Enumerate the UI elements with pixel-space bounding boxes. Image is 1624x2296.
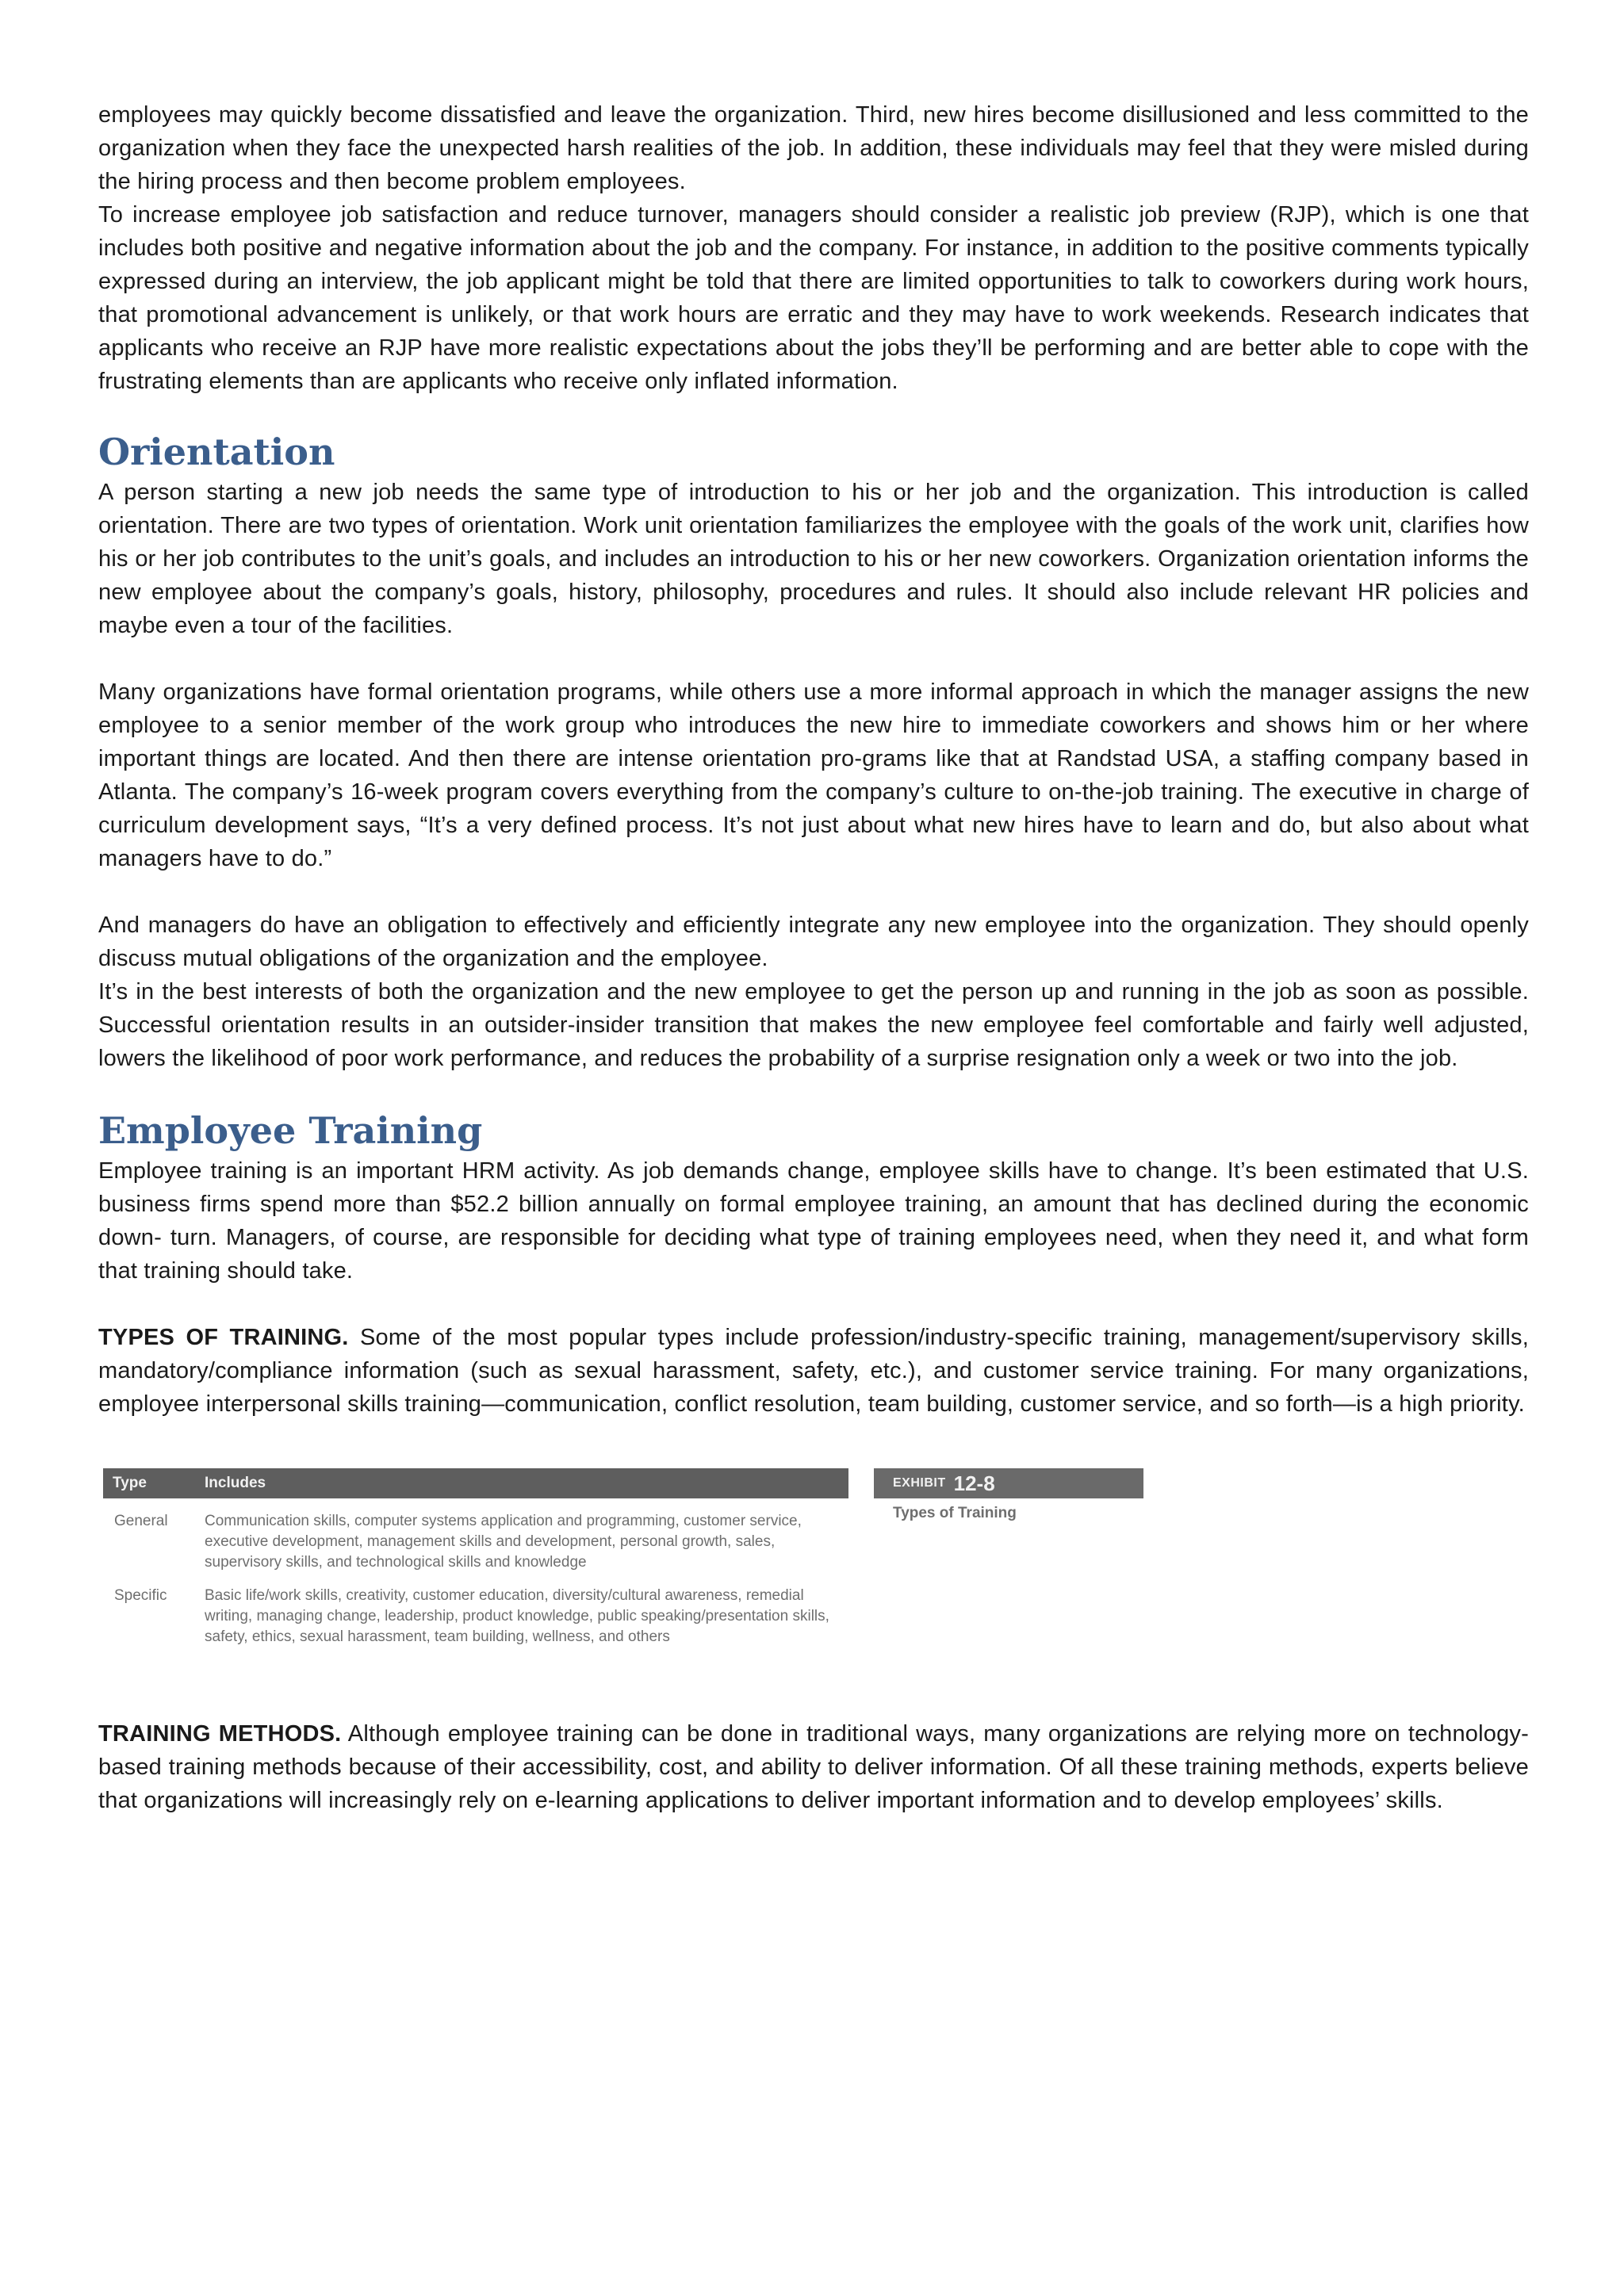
exhibit-figure: [98, 1468, 1529, 1674]
row-type-specific: Specific: [114, 1587, 167, 1604]
table-row: [103, 1586, 848, 1647]
column-type-header: Type: [113, 1475, 147, 1491]
document-page: [98, 98, 1529, 1817]
orientation-heading: Orientation: [98, 430, 335, 473]
types-of-training-paragraph: [98, 1321, 1529, 1421]
orientation-paragraph-1: A person starting a new job needs the same type of introduction to his or her job and the organization. This introduction is called orientation. There are two types of orientation. Work unit orientation familiarizes the employee with the goals of the work unit, clarifies how his or her job contributes to the unit’s goals, and includes an introduction to his or her new coworkers. Organization orientation informs the new employee about the company’s goals, history, philosophy, procedures and rules. It should also include relevant HR policies and maybe even a tour of the facilities.: [98, 480, 1529, 638]
exhibit-table-header: [103, 1468, 848, 1498]
training-methods-paragraph: [98, 1717, 1529, 1817]
orientation-paragraph-3: And managers do have an obligation to effectively and efficiently integrate any new employee into the organization. They should openly discuss mutual obligations of the organization and the employee.: [98, 913, 1529, 971]
exhibit-table: [103, 1468, 848, 1647]
intro-paragraph-1: employees may quickly become dissatisfied and leave the organization. Third, new hires become disillusioned and less committed to the organization when they face the unexpected harsh realities of the job. In addition, these individuals may feel that they were misled during the hiring process and then become problem employees.: [98, 102, 1529, 194]
exhibit-word: EXHIBIT: [893, 1476, 946, 1490]
exhibit-label-bar: [874, 1468, 1143, 1498]
orientation-paragraph-2: Many organizations have formal orientation programs, while others use a more informal approach in which the manager assigns the new employee to a senior member of the work group who introduces the new hire to immediate coworkers and shows him or her where important things are located. And then there are intense orientation pro-grams like that at Randstad USA, a staffing company based in Atlanta. The company’s 16-week program covers everything from the company’s culture to on-the-job training. The executive in charge of curriculum development says, “It’s a very defined process. It’s not just about what new hires have to learn and do, but also about what managers have to do.”: [98, 679, 1529, 871]
training-methods-text: Although employee training can be done in traditional ways, many organizations are relying more on technology-based training methods because of their accessibility, cost, and ability to deliver information. Of all these training methods, experts believe that organizations will increasingly rely on e-learning applications to deliver important information and to develop employees’ skills.: [98, 1721, 1529, 1813]
intro-paragraph-2: To increase employee job satisfaction and reduce turnover, managers should consider a realistic job preview (RJP), which is one that includes both positive and negative information about the job and the company. For instance, in addition to the positive comments typically expressed during an interview, the job applicant might be told that there are limited opportunities to talk to coworkers during work hours, that promotional advancement is unlikely, or that work hours are erratic and they may have to work weekends. Research indicates that applicants who receive an RJP have more realistic expectations about the jobs they’ll be performing and are better able to cope with the frustrating elements than are applicants who receive only inflated information.: [98, 202, 1529, 394]
exhibit-label: [874, 1468, 1143, 1522]
employee-training-heading: Employee Training: [98, 1109, 483, 1152]
row-includes-specific: Basic life/work skills, creativity, customer education, diversity/cultural awareness, remedial writing, managing change, leadership, product knowledge, public speaking/presentation skills, safety, ethics, sexual harassment, team building, wellness, and others: [205, 1587, 829, 1645]
orientation-paragraph-4: It’s in the best interests of both the organization and the new employee to get the person up and running in the job as soon as possible. Successful orientation results in an outsider-insider transition that makes the new employee feel comfortable and fairly well adjusted, lowers the likelihood of poor work performance, and reduces the probability of a surprise resignation only a week or two into the job.: [98, 979, 1529, 1071]
row-type-general: General: [114, 1513, 168, 1529]
exhibit-number: 12-8: [953, 1471, 995, 1495]
column-includes-header: Includes: [205, 1475, 266, 1491]
training-methods-lead: TRAINING METHODS.: [98, 1721, 342, 1747]
types-of-training-lead: TYPES OF TRAINING.: [98, 1325, 349, 1350]
exhibit-title: Types of Training: [893, 1505, 1017, 1521]
table-row: [103, 1511, 848, 1573]
row-includes-general: Communication skills, computer systems application and programming, customer service, executive development, management skills and development, personal growth, sales, supervisory skills, and technological skills and knowledge: [205, 1513, 802, 1571]
training-paragraph-1: Employee training is an important HRM activity. As job demands change, employee skills have to change. It’s been estimated that U.S. business firms spend more than $52.2 billion annually on formal employee training, an amount that has declined during the economic down- turn. Managers, of course, are responsible for deciding what type of training employees need, when they need it, and what form that training should take.: [98, 1158, 1529, 1284]
types-of-training-text: Some of the most popular types include profession/industry-specific training, management/supervisory skills, mandatory/compliance information (such as sexual harassment, safety, etc.), and customer service training. For many organizations, employee interpersonal skills training—communication, conflict resolution, team building, customer service, and so forth—is a high priority.: [98, 1325, 1529, 1417]
